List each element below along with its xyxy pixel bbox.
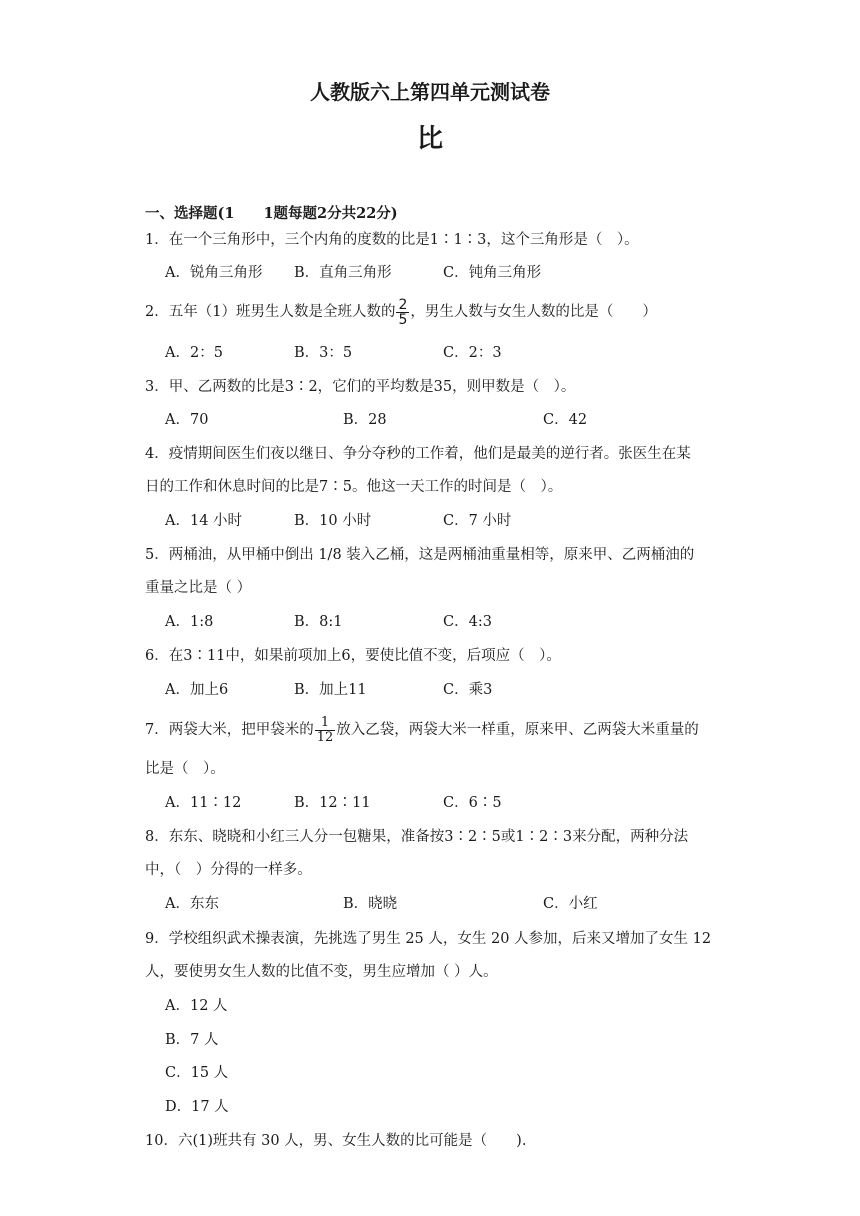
question-7-option-b: B．12∶11 [294, 795, 371, 811]
question-2-option-c: C．2：3 [443, 345, 502, 361]
question-9-text-line-1: 9．学校组织武术操表演，先挑选了男生 25 人，女生 20 人参加，后来又增加了女生 12 [145, 931, 712, 947]
question-5-text-line-2: 重量之比是（ ） [145, 580, 252, 596]
question-4-text-line-1: 4．疫情期间医生们夜以继日、争分夺秒的工作着，他们是最美的逆行者。张医生在某 [145, 446, 691, 462]
fraction-one-twelfth [315, 716, 336, 745]
question-5-option-a: A．1:8 [165, 614, 214, 630]
question-1-text: 1．在一个三角形中，三个内角的度数的比是1∶1∶3，这个三角形是（ ）。 [145, 232, 639, 248]
question-7-text-line-1 [145, 711, 699, 749]
question-5-option-c: C．4:3 [443, 614, 492, 630]
question-10-text: 10．六(1)班共有 30 人，男、女生人数的比可能是（ ). [145, 1133, 527, 1149]
question-1-option-a: A．锐角三角形 [165, 265, 263, 281]
question-8-text-line-1: 8．东东、晓晓和小红三人分一包糖果，准备按3∶2∶5或1∶2∶3来分配，两种分法 [145, 829, 689, 845]
question-3-option-a: A．70 [165, 412, 209, 428]
question-7-option-a: A．11∶12 [165, 795, 242, 811]
question-2-option-b: B．3：5 [294, 345, 353, 361]
page-title: 人教版六上第四单元测试卷 [310, 80, 550, 104]
page-subtitle: 比 [416, 124, 443, 154]
question-7-text-before: 7．两袋大米，把甲袋米的 [145, 722, 314, 738]
question-8-text-line-2: 中，（ ）分得的一样多。 [145, 862, 312, 878]
question-7-option-c: C．6∶5 [443, 795, 502, 811]
question-7-text-after: 放入乙袋，两袋大米一样重，原来甲、乙两袋大米重量的 [336, 722, 699, 738]
question-5-option-b: B．8:1 [294, 614, 343, 630]
fraction-two-fifths [396, 298, 409, 327]
question-9-option-a: A．12 人 [165, 998, 228, 1014]
question-3-text: 3．甲、乙两数的比是3∶2，它们的平均数是35，则甲数是（ ）。 [145, 379, 576, 395]
fraction-numerator: 2 [398, 296, 408, 313]
question-8-option-b: B．晓晓 [343, 896, 398, 912]
question-1-option-b: B．直角三角形 [294, 265, 392, 281]
question-2-text-after: ，男生人数与女生人数的比是（ ） [410, 304, 657, 320]
question-9-option-c: C．15 人 [165, 1065, 229, 1081]
question-8-option-a: A．东东 [165, 896, 219, 912]
question-9-option-b: B．7 人 [165, 1032, 219, 1048]
question-4-text-line-2: 日的工作和休息时间的比是7∶5。他这一天工作的时间是（ ）。 [145, 479, 563, 495]
question-6-option-b: B．加上11 [294, 682, 367, 698]
fraction-numerator: 1 [315, 716, 336, 731]
fraction-denominator: 12 [316, 729, 334, 745]
question-2-option-a: A．2：5 [165, 345, 223, 361]
question-4-option-c: C．7 小时 [443, 513, 512, 529]
fraction-denominator: 5 [398, 311, 408, 328]
question-4-option-a: A．14 小时 [165, 513, 243, 529]
question-9-text-line-2: 人，要使男女生人数的比值不变，男生应增加（ ）人。 [145, 964, 498, 980]
question-4-option-b: B．10 小时 [294, 513, 372, 529]
question-6-text: 6．在3∶11中，如果前项加上6，要使比值不变，后项应（ ）。 [145, 648, 561, 664]
question-6-option-c: C．乘3 [443, 682, 493, 698]
question-8-option-c: C．小红 [543, 896, 598, 912]
question-6-option-a: A．加上6 [165, 682, 229, 698]
question-2-text [145, 294, 657, 330]
question-9-option-d: D．17 人 [165, 1099, 229, 1115]
question-1-option-c: C．钝角三角形 [443, 265, 542, 281]
question-7-text-line-2: 比是（ ）。 [145, 761, 225, 777]
question-3-option-b: B．28 [343, 412, 387, 428]
question-2-text-before: 2．五年（1）班男生人数是全班人数的 [145, 304, 396, 320]
question-5-text-line-1: 5．两桶油，从甲桶中倒出 1/8 装入乙桶，这是两桶油重量相等，原来甲、乙两桶油的 [145, 547, 695, 563]
question-3-option-c: C．42 [543, 412, 588, 428]
section-heading: 一、选择题(1 1题每题2分共22分) [145, 205, 398, 222]
